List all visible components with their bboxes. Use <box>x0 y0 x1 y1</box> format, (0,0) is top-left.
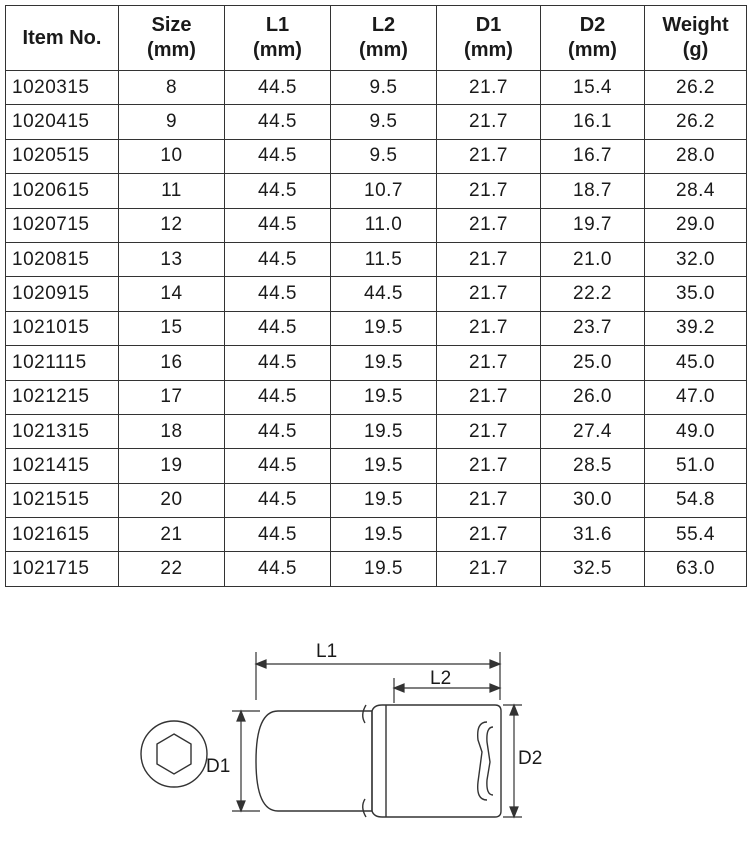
column-header-unit: (mm) <box>359 39 408 61</box>
table-cell: 1021615 <box>6 518 119 552</box>
table-cell: 1021015 <box>6 311 119 345</box>
table-row <box>6 71 747 105</box>
table-cell: 1020815 <box>6 242 119 276</box>
table-cell: 22.2 <box>541 277 645 311</box>
table-cell: 44.5 <box>225 552 331 586</box>
column-header-name: L2 <box>371 14 396 36</box>
table-cell: 19.5 <box>331 483 437 517</box>
socket-end-view <box>141 721 207 787</box>
table-row <box>6 311 747 345</box>
table-cell: 28.5 <box>541 449 645 483</box>
table-cell: 21.7 <box>437 414 541 448</box>
table-cell: 9.5 <box>331 71 437 105</box>
table-cell: 1021215 <box>6 380 119 414</box>
table-cell: 26.2 <box>645 71 747 105</box>
table-cell: 44.5 <box>225 277 331 311</box>
table-row <box>6 105 747 139</box>
column-header <box>331 6 437 71</box>
l1-label: L1 <box>316 641 338 662</box>
table-cell: 8 <box>119 71 225 105</box>
table-cell: 16.1 <box>541 105 645 139</box>
table-row <box>6 208 747 242</box>
table-cell: 22 <box>119 552 225 586</box>
table-cell: 31.6 <box>541 518 645 552</box>
table-cell: 11 <box>119 174 225 208</box>
table-cell: 19.5 <box>331 311 437 345</box>
table-cell: 44.5 <box>225 449 331 483</box>
table-cell: 12 <box>119 208 225 242</box>
column-header-name: D2 <box>579 14 606 36</box>
table-cell: 28.4 <box>645 174 747 208</box>
table-cell: 35.0 <box>645 277 747 311</box>
table-row <box>6 518 747 552</box>
column-header-unit: (g) <box>682 39 709 61</box>
table-row <box>6 242 747 276</box>
column-header-unit: (mm) <box>464 39 513 61</box>
table-cell: 55.4 <box>645 518 747 552</box>
table-cell: 1020315 <box>6 71 119 105</box>
table-cell: 44.5 <box>225 208 331 242</box>
table-cell: 47.0 <box>645 380 747 414</box>
table-cell: 18.7 <box>541 174 645 208</box>
table-cell: 18 <box>119 414 225 448</box>
table-row <box>6 449 747 483</box>
table-cell: 39.2 <box>645 311 747 345</box>
column-header <box>645 6 747 71</box>
table-cell: 44.5 <box>225 139 331 173</box>
table-cell: 21 <box>119 518 225 552</box>
table-cell: 21.7 <box>437 277 541 311</box>
column-header-name: Size <box>151 14 192 36</box>
table-cell: 21.7 <box>437 174 541 208</box>
table-cell: 1020415 <box>6 105 119 139</box>
table-cell: 19.5 <box>331 449 437 483</box>
table-cell: 21.7 <box>437 449 541 483</box>
table-cell: 26.2 <box>645 105 747 139</box>
table-cell: 51.0 <box>645 449 747 483</box>
table-cell: 11.5 <box>331 242 437 276</box>
table-cell: 30.0 <box>541 483 645 517</box>
table-cell: 44.5 <box>225 414 331 448</box>
table-row <box>6 346 747 380</box>
table-row <box>6 174 747 208</box>
table-cell: 1020515 <box>6 139 119 173</box>
table-cell: 44.5 <box>225 311 331 345</box>
table-cell: 21.7 <box>437 380 541 414</box>
column-header <box>225 6 331 71</box>
table-row <box>6 483 747 517</box>
table-cell: 1021515 <box>6 483 119 517</box>
table-cell: 63.0 <box>645 552 747 586</box>
table-cell: 21.7 <box>437 552 541 586</box>
table-cell: 21.7 <box>437 346 541 380</box>
column-header <box>6 6 119 71</box>
table-row <box>6 552 747 586</box>
table-cell: 54.8 <box>645 483 747 517</box>
table-row <box>6 414 747 448</box>
table-cell: 17 <box>119 380 225 414</box>
table-cell: 21.7 <box>437 208 541 242</box>
table-cell: 16 <box>119 346 225 380</box>
table-cell: 27.4 <box>541 414 645 448</box>
table-cell: 44.5 <box>225 105 331 139</box>
table-cell: 15 <box>119 311 225 345</box>
header-row <box>6 6 747 71</box>
table-cell: 16.7 <box>541 139 645 173</box>
table-cell: 21.7 <box>437 242 541 276</box>
spec-table-header <box>6 6 747 71</box>
column-header-name: D1 <box>475 14 502 36</box>
table-cell: 15.4 <box>541 71 645 105</box>
table-cell: 19.7 <box>541 208 645 242</box>
table-cell: 44.5 <box>225 174 331 208</box>
table-cell: 44.5 <box>225 346 331 380</box>
table-cell: 21.7 <box>437 518 541 552</box>
table-cell: 32.5 <box>541 552 645 586</box>
table-cell: 10.7 <box>331 174 437 208</box>
table-cell: 21.7 <box>437 483 541 517</box>
table-cell: 44.5 <box>225 380 331 414</box>
table-cell: 21.7 <box>437 139 541 173</box>
table-cell: 9.5 <box>331 139 437 173</box>
table-cell: 23.7 <box>541 311 645 345</box>
table-cell: 1021415 <box>6 449 119 483</box>
table-cell: 44.5 <box>225 518 331 552</box>
table-cell: 10 <box>119 139 225 173</box>
column-header-unit: (mm) <box>253 39 302 61</box>
column-header-unit: (mm) <box>568 39 617 61</box>
table-cell: 21.0 <box>541 242 645 276</box>
column-header-name: Weight <box>662 14 729 36</box>
d1-label: D1 <box>206 756 231 777</box>
table-cell: 20 <box>119 483 225 517</box>
table-cell: 19.5 <box>331 380 437 414</box>
table-cell: 19.5 <box>331 414 437 448</box>
column-header <box>119 6 225 71</box>
column-header-name: L1 <box>265 14 290 36</box>
table-cell: 1021715 <box>6 552 119 586</box>
table-cell: 1021115 <box>6 346 119 380</box>
table-cell: 29.0 <box>645 208 747 242</box>
table-cell: 9.5 <box>331 105 437 139</box>
table-cell: 19.5 <box>331 552 437 586</box>
column-header-unit: (mm) <box>147 39 196 61</box>
table-cell: 44.5 <box>225 71 331 105</box>
spec-table <box>5 5 747 587</box>
socket-diagram <box>0 600 750 857</box>
l1-dimension <box>256 652 500 700</box>
table-cell: 1021315 <box>6 414 119 448</box>
table-cell: 19 <box>119 449 225 483</box>
spec-table-body <box>6 71 747 587</box>
column-header <box>437 6 541 71</box>
table-cell: 44.5 <box>331 277 437 311</box>
table-cell: 32.0 <box>645 242 747 276</box>
l2-label: L2 <box>430 668 452 689</box>
table-row <box>6 277 747 311</box>
table-cell: 25.0 <box>541 346 645 380</box>
table-cell: 1020615 <box>6 174 119 208</box>
column-header-name: Item No. <box>22 26 102 49</box>
table-cell: 21.7 <box>437 105 541 139</box>
table-cell: 21.7 <box>437 311 541 345</box>
table-cell: 19.5 <box>331 346 437 380</box>
table-cell: 49.0 <box>645 414 747 448</box>
table-cell: 45.0 <box>645 346 747 380</box>
table-cell: 1020715 <box>6 208 119 242</box>
table-cell: 9 <box>119 105 225 139</box>
d2-label: D2 <box>518 748 543 769</box>
table-cell: 14 <box>119 277 225 311</box>
table-cell: 44.5 <box>225 242 331 276</box>
table-cell: 28.0 <box>645 139 747 173</box>
table-cell: 11.0 <box>331 208 437 242</box>
table-cell: 13 <box>119 242 225 276</box>
table-row <box>6 380 747 414</box>
table-cell: 19.5 <box>331 518 437 552</box>
socket-side-view <box>256 705 501 817</box>
table-cell: 44.5 <box>225 483 331 517</box>
table-cell: 26.0 <box>541 380 645 414</box>
table-row <box>6 139 747 173</box>
table-cell: 21.7 <box>437 71 541 105</box>
table-cell: 1020915 <box>6 277 119 311</box>
column-header <box>541 6 645 71</box>
